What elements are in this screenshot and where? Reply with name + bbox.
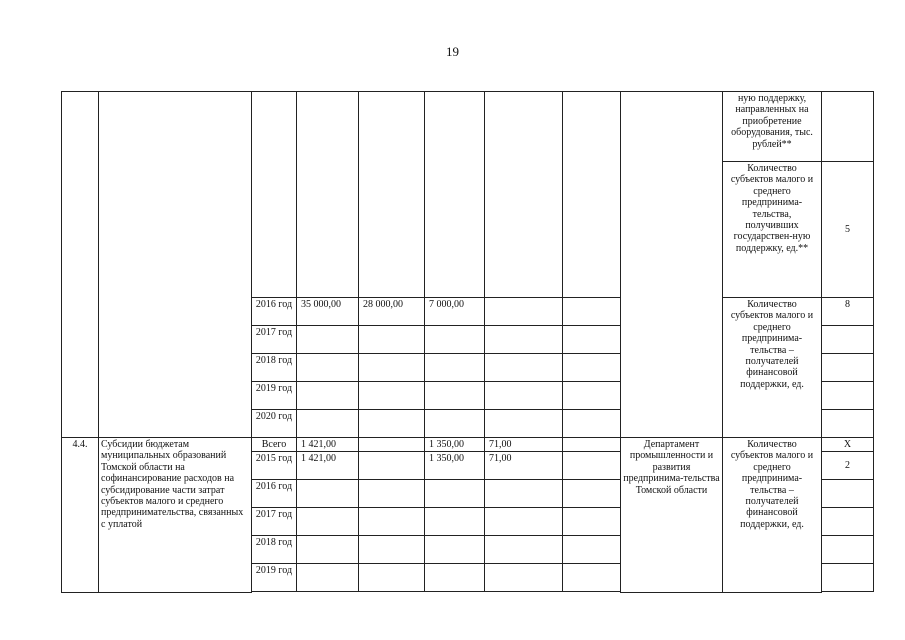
amount-municipal	[485, 536, 563, 564]
cont-row-a	[62, 92, 874, 162]
amount-regional	[425, 564, 485, 592]
amount-federal	[359, 354, 425, 382]
amount-federal	[359, 480, 425, 508]
year-label: Всего	[252, 438, 297, 452]
amount-total: 1 421,00	[297, 438, 359, 452]
amount-total	[297, 382, 359, 410]
cont-num-cell	[62, 92, 99, 438]
amount-total	[297, 564, 359, 592]
amount-federal	[359, 382, 425, 410]
year-label: 2020 год	[252, 410, 297, 438]
amount-regional	[425, 410, 485, 438]
amount-regional	[425, 536, 485, 564]
indicator-value: 2	[822, 452, 874, 480]
amount-municipal	[485, 298, 563, 326]
amount-other	[563, 452, 621, 480]
amount-total	[297, 410, 359, 438]
indicator-value	[822, 92, 874, 162]
amount-other	[563, 536, 621, 564]
year-label: 2015 год	[252, 452, 297, 480]
amount-municipal	[485, 326, 563, 354]
amount-regional	[425, 480, 485, 508]
amount-municipal: 71,00	[485, 438, 563, 452]
amount-total	[297, 536, 359, 564]
amount-federal	[359, 536, 425, 564]
amount-other	[563, 508, 621, 536]
year-label: 2017 год	[252, 508, 297, 536]
amount-other	[563, 298, 621, 326]
amount-regional	[425, 326, 485, 354]
indicator-value: X	[822, 438, 874, 452]
indicator-text: ную поддержку, направленных на приобретение оборудования, тыс. рублей**	[723, 92, 822, 162]
amount-other	[563, 564, 621, 592]
cont-year-cell	[252, 92, 297, 298]
amount-regional	[425, 508, 485, 536]
indicator-text: Количество субъектов малого и среднего предпринима-тельства – получателей финансовой поддержки, ед.	[723, 298, 822, 438]
amount-other	[563, 410, 621, 438]
indicator-value	[822, 564, 874, 592]
amount-total	[297, 326, 359, 354]
indicator-value	[822, 326, 874, 354]
amount-municipal	[485, 508, 563, 536]
amount-other	[563, 382, 621, 410]
amount-federal	[359, 438, 425, 452]
amount-total	[297, 480, 359, 508]
amount-municipal	[485, 382, 563, 410]
amount-federal	[359, 410, 425, 438]
amount-regional: 7 000,00	[425, 298, 485, 326]
page-number: 19	[446, 44, 459, 59]
amount-municipal: 71,00	[485, 452, 563, 480]
indicator-value	[822, 354, 874, 382]
item-title: Субсидии бюджетам муниципальных образований Томской области на софинансирование расходов на субсидирование части затрат субъектов малого и среднего предпринимательства, связанных с уплатой	[99, 438, 252, 593]
program-table	[61, 91, 874, 593]
indicator-text: Количество субъектов малого и среднего предпринима-тельства – получателей финансовой поддержки, ед.	[723, 438, 822, 593]
year-label: 2018 год	[252, 536, 297, 564]
indicator-value	[822, 480, 874, 508]
cont-total-cell	[297, 92, 359, 298]
indicator-value: 5	[822, 162, 874, 298]
amount-municipal	[485, 354, 563, 382]
amount-municipal	[485, 480, 563, 508]
amount-total: 1 421,00	[297, 452, 359, 480]
amount-regional	[425, 382, 485, 410]
indicator-value	[822, 536, 874, 564]
indicator-value: 8	[822, 298, 874, 326]
amount-regional	[425, 354, 485, 382]
amount-municipal	[485, 410, 563, 438]
indicator-text: Количество субъектов малого и среднего предпринима-тельства, получивших государствен-ную поддержку, ед.**	[723, 162, 822, 298]
amount-total	[297, 354, 359, 382]
indicator-value	[822, 508, 874, 536]
amount-other	[563, 354, 621, 382]
cont-reg-cell	[425, 92, 485, 298]
amount-regional: 1 350,00	[425, 438, 485, 452]
amount-other	[563, 438, 621, 452]
year-label: 2016 год	[252, 480, 297, 508]
amount-federal	[359, 564, 425, 592]
amount-federal	[359, 326, 425, 354]
year-label: 2019 год	[252, 382, 297, 410]
item-number: 4.4.	[62, 438, 99, 593]
amount-federal	[359, 508, 425, 536]
cont-title-cell	[99, 92, 252, 438]
item-row-total	[62, 438, 874, 452]
year-label: 2019 год	[252, 564, 297, 592]
amount-other	[563, 326, 621, 354]
amount-federal: 28 000,00	[359, 298, 425, 326]
cont-other-cell	[563, 92, 621, 298]
amount-municipal	[485, 564, 563, 592]
cont-mun-cell	[485, 92, 563, 298]
indicator-value	[822, 410, 874, 438]
cont-fed-cell	[359, 92, 425, 298]
cont-department-cell	[621, 92, 723, 438]
year-label: 2018 год	[252, 354, 297, 382]
indicator-value	[822, 382, 874, 410]
department-cell: Департамент промышленности и развития предпринима-тельства Томской области	[621, 438, 723, 593]
year-label: 2017 год	[252, 326, 297, 354]
year-label: 2016 год	[252, 298, 297, 326]
amount-total: 35 000,00	[297, 298, 359, 326]
amount-total	[297, 508, 359, 536]
amount-federal	[359, 452, 425, 480]
amount-other	[563, 480, 621, 508]
amount-regional: 1 350,00	[425, 452, 485, 480]
